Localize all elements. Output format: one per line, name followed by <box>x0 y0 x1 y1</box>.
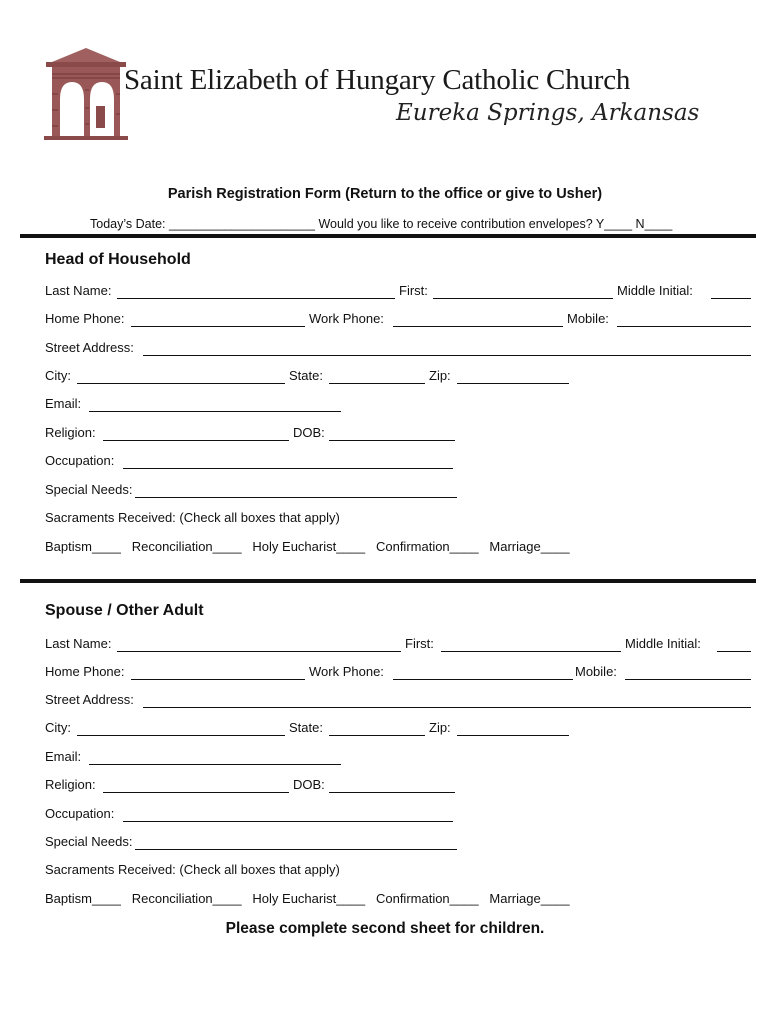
dob-field[interactable] <box>329 440 455 441</box>
church-name: Saint Elizabeth of Hungary Catholic Church <box>124 64 631 96</box>
email-field[interactable] <box>89 411 341 412</box>
special-needs-label: Special Needs: <box>45 834 133 849</box>
date-line: Today’s Date: _____________________ Would you like to receive contribution envelopes? Y____ N____ <box>90 217 673 231</box>
last-name-label: Last Name: <box>45 283 112 298</box>
address-row <box>45 692 753 710</box>
zip-label: Zip: <box>429 368 451 383</box>
middle-initial-label: Middle Initial: <box>625 636 701 651</box>
occupation-row <box>45 453 753 471</box>
state-field[interactable] <box>329 735 425 736</box>
religion-label: Religion: <box>45 777 96 792</box>
first-name-field[interactable] <box>441 651 621 652</box>
name-row <box>45 283 753 301</box>
email-label: Email: <box>45 749 82 764</box>
bell-tower-logo-icon <box>44 44 128 140</box>
home-phone-label: Home Phone: <box>45 664 125 679</box>
work-phone-label: Work Phone: <box>309 311 384 326</box>
mobile-field[interactable] <box>617 326 751 327</box>
phone-row <box>45 664 753 682</box>
zip-label: Zip: <box>429 720 451 735</box>
sacraments-options[interactable]: Baptism____ Reconciliation____ Holy Eucharist____ Confirmation____ Marriage____ <box>45 891 570 906</box>
dob-label: DOB: <box>293 425 325 440</box>
state-field[interactable] <box>329 383 425 384</box>
section-divider <box>20 234 756 238</box>
street-address-field[interactable] <box>143 707 751 708</box>
religion-label: Religion: <box>45 425 96 440</box>
footer-note: Please complete second sheet for children. <box>225 920 545 937</box>
phone-row <box>45 311 753 329</box>
dob-field[interactable] <box>329 792 455 793</box>
city-field[interactable] <box>77 383 285 384</box>
home-phone-field[interactable] <box>131 326 305 327</box>
occupation-label: Occupation: <box>45 453 115 468</box>
city-label: City: <box>45 720 71 735</box>
mobile-label: Mobile: <box>567 311 609 326</box>
middle-initial-field[interactable] <box>711 298 751 299</box>
last-name-field[interactable] <box>117 298 395 299</box>
first-name-label: First: <box>399 283 428 298</box>
email-label: Email: <box>45 396 82 411</box>
street-address-field[interactable] <box>143 355 751 356</box>
home-phone-label: Home Phone: <box>45 311 125 326</box>
occupation-label: Occupation: <box>45 806 115 821</box>
church-location: Eureka Springs, Arkansas <box>396 100 700 126</box>
middle-initial-field[interactable] <box>717 651 751 652</box>
head-of-household-heading: Head of Household <box>45 251 191 268</box>
work-phone-field[interactable] <box>393 679 573 680</box>
special-needs-field[interactable] <box>135 497 457 498</box>
spouse-heading: Spouse / Other Adult <box>45 602 204 619</box>
mobile-field[interactable] <box>625 679 751 680</box>
state-label: State: <box>289 720 323 735</box>
sacraments-prompt: Sacraments Received: (Check all boxes that apply) <box>45 510 340 525</box>
religion-row <box>45 777 753 795</box>
special-needs-row <box>45 834 753 852</box>
work-phone-label: Work Phone: <box>309 664 384 679</box>
form-title: Parish Registration Form (Return to the office or give to Usher) <box>167 186 603 202</box>
mobile-label: Mobile: <box>575 664 617 679</box>
sacraments-prompt: Sacraments Received: (Check all boxes that apply) <box>45 862 340 877</box>
occupation-field[interactable] <box>123 468 453 469</box>
special-needs-field[interactable] <box>135 849 457 850</box>
dob-label: DOB: <box>293 777 325 792</box>
city-field[interactable] <box>77 735 285 736</box>
zip-field[interactable] <box>457 735 569 736</box>
last-name-label: Last Name: <box>45 636 112 651</box>
special-needs-label: Special Needs: <box>45 482 133 497</box>
sacraments-options[interactable]: Baptism____ Reconciliation____ Holy Eucharist____ Confirmation____ Marriage____ <box>45 539 570 554</box>
occupation-field[interactable] <box>123 821 453 822</box>
email-row <box>45 396 753 414</box>
email-field[interactable] <box>89 764 341 765</box>
religion-field[interactable] <box>103 792 289 793</box>
middle-initial-label: Middle Initial: <box>617 283 693 298</box>
work-phone-field[interactable] <box>393 326 563 327</box>
state-label: State: <box>289 368 323 383</box>
religion-field[interactable] <box>103 440 289 441</box>
occupation-row <box>45 806 753 824</box>
email-row <box>45 749 753 767</box>
last-name-field[interactable] <box>117 651 401 652</box>
name-row <box>45 636 753 654</box>
first-name-field[interactable] <box>433 298 613 299</box>
zip-field[interactable] <box>457 383 569 384</box>
first-name-label: First: <box>405 636 434 651</box>
city-row <box>45 368 753 386</box>
street-address-label: Street Address: <box>45 340 134 355</box>
street-address-label: Street Address: <box>45 692 134 707</box>
city-row <box>45 720 753 738</box>
special-needs-row <box>45 482 753 500</box>
address-row <box>45 340 753 358</box>
religion-row <box>45 425 753 443</box>
home-phone-field[interactable] <box>131 679 305 680</box>
city-label: City: <box>45 368 71 383</box>
section-divider <box>20 579 756 583</box>
